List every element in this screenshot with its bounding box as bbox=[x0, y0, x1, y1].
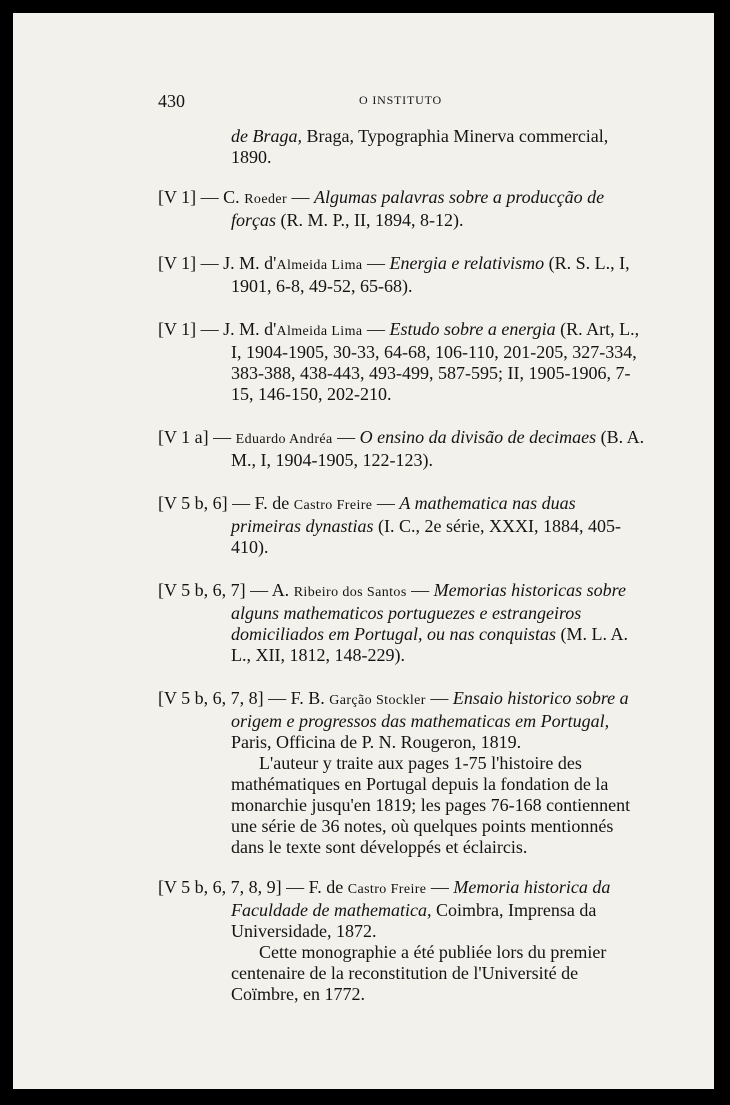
entry-details: (I. C., 2e série, XXXI, 1884, 405-410). bbox=[231, 516, 621, 557]
bibliography-entry bbox=[158, 253, 648, 297]
classification: [V 5 b, 6, 7, 8] — bbox=[158, 688, 287, 708]
separator: — bbox=[362, 319, 390, 339]
author-surname: Almeida Lima bbox=[276, 258, 363, 273]
entry-details: (B. A. M., I, 1904-1905, 122-123). bbox=[231, 427, 645, 470]
author-surname: Eduardo Andréa bbox=[235, 432, 333, 447]
entry-title: Ensaio historico sobre a origem e progressos das mathematicas em Portugal, bbox=[231, 688, 629, 731]
classification: [V 1] — bbox=[158, 187, 219, 207]
entry-details: Paris, Officina de P. N. Rougeron, 1819. bbox=[231, 732, 522, 752]
classification: [V 1 a] — bbox=[158, 427, 232, 447]
classification: [V 5 b, 6, 7, 8, 9] — bbox=[158, 877, 305, 897]
page bbox=[13, 13, 714, 1089]
author-initials: C. bbox=[223, 187, 240, 207]
bibliography-entry bbox=[158, 427, 648, 471]
separator: — bbox=[362, 253, 390, 273]
entry-title: de Braga, bbox=[231, 126, 302, 146]
entry-details: (R. Art, L., I, 1904-1905, 30-33, 64-68, 106-110, 201-205, 327-334, 383-388, 438-443, 493-499, 587-595; II, 1905-1906, 7-15, 146-150, 202-210. bbox=[231, 319, 640, 404]
bibliography-entry bbox=[158, 877, 648, 942]
bibliography-entry-continuation bbox=[158, 126, 648, 168]
entry-title: Memorias historicas sobre alguns mathematicos portuguezes e estrangeiros domiciliados em Portugal, ou nas conquistas bbox=[231, 580, 627, 644]
author-initials: F. de bbox=[254, 493, 294, 513]
author-initials: F. de bbox=[308, 877, 348, 897]
page-number: 430 bbox=[158, 91, 185, 111]
author-surname: Almeida Lima bbox=[276, 324, 363, 339]
separator: — bbox=[287, 187, 315, 207]
separator: — bbox=[372, 493, 400, 513]
separator: — bbox=[332, 427, 360, 447]
entry-note: L'auteur y traite aux pages 1-75 l'histoire des mathématiques en Portugal depuis la fondation de la monarchie jusqu'en 1819; les pages 76-168 contiennent une série de 36 notes, où quelques points mentionnés dans le texte sont développés et éclaircis. bbox=[231, 753, 631, 857]
author-surname: Castro Freire bbox=[293, 498, 373, 513]
bibliography-entry bbox=[158, 493, 648, 558]
entry-title: Memoria historica da Faculdade de mathematica, bbox=[231, 877, 611, 920]
entry-title: Estudo sobre a energia bbox=[389, 319, 556, 339]
entry-note: Cette monographie a été publiée lors du premier centenaire de la reconstitution de l'Université de Coïmbre, en 1772. bbox=[231, 942, 607, 1004]
running-head bbox=[158, 91, 643, 115]
entry-details: (M. L. A. L., XII, 1812, 148-229). bbox=[231, 624, 628, 665]
entry-title: A mathematica nas duas primeiras dynastias bbox=[231, 493, 576, 536]
separator: — bbox=[426, 877, 454, 897]
bibliography-entry bbox=[158, 187, 648, 231]
bibliography-list bbox=[158, 126, 648, 1005]
author-surname: Ribeiro dos Santos bbox=[293, 585, 407, 600]
author-initials: A. bbox=[271, 580, 294, 600]
entry-title: Algumas palavras sobre a producção de forças bbox=[231, 187, 605, 230]
entry-title: Energia e relativismo bbox=[389, 253, 545, 273]
classification: [V 5 b, 6, 7] — bbox=[158, 580, 269, 600]
entry-details: Coimbra, Imprensa da Universidade, 1872. bbox=[231, 900, 597, 941]
author-initials: F. B. bbox=[290, 688, 330, 708]
entry-details: (R. M. P., II, 1894, 8-12). bbox=[276, 210, 464, 230]
classification: [V 5 b, 6] — bbox=[158, 493, 251, 513]
entry-details: (R. S. L., I, 1901, 6-8, 49-52, 65-68). bbox=[231, 253, 630, 296]
entry-details: Braga, Typographia Minerva commercial, 1890. bbox=[231, 126, 609, 167]
bibliography-entry bbox=[158, 319, 648, 405]
author-initials: J. M. d' bbox=[223, 319, 277, 339]
entry-title: O ensino da divisão de decimaes bbox=[359, 427, 597, 447]
journal-title: O INSTITUTO bbox=[359, 93, 442, 107]
author-surname: Garção Stockler bbox=[329, 693, 426, 708]
author-surname: Roeder bbox=[244, 192, 288, 207]
bibliography-entry bbox=[158, 580, 648, 666]
classification: [V 1] — bbox=[158, 253, 219, 273]
author-surname: Castro Freire bbox=[347, 882, 427, 897]
bibliography-entry bbox=[158, 688, 648, 753]
separator: — bbox=[425, 688, 453, 708]
classification: [V 1] — bbox=[158, 319, 219, 339]
separator: — bbox=[406, 580, 434, 600]
author-initials: J. M. d' bbox=[223, 253, 277, 273]
